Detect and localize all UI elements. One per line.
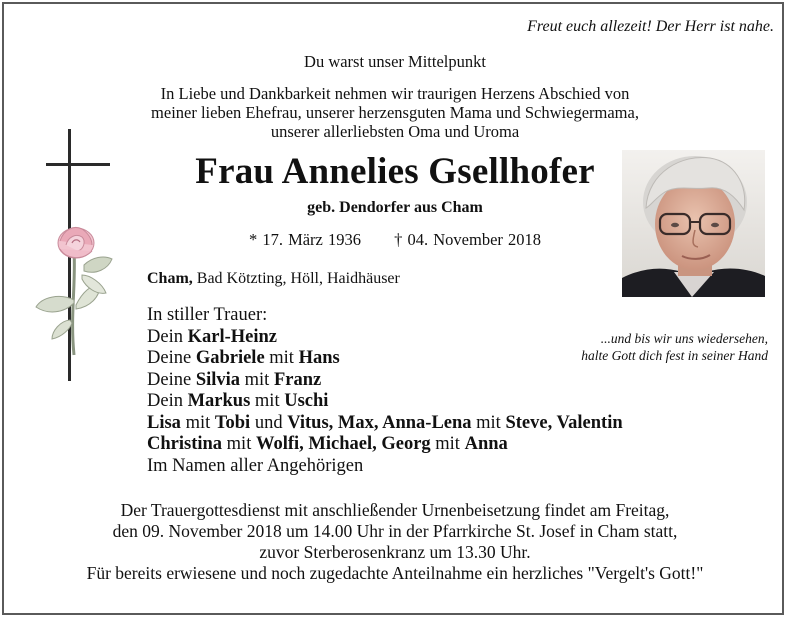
subtitle: Du warst unser Mittelpunkt [304, 52, 486, 71]
deceased-name: Frau Annelies Gsellhofer [195, 151, 595, 192]
death-date: † 04. November 2018 [394, 230, 542, 249]
mourners-heading: In stiller Trauer: [147, 305, 268, 325]
place-main: Cham, [147, 270, 193, 287]
quote-line: ...und bis wir uns wiedersehen, [600, 331, 768, 346]
places [147, 270, 400, 288]
mourner-line: Dein Karl-Heinz [147, 326, 277, 347]
motto: Freut euch allezeit! Der Herr ist nahe. [527, 18, 774, 35]
service-line: Für bereits erwiesene und noch zugedachte Anteilnahme ein herzliches "Vergelt's Gott!" [86, 563, 704, 583]
mourner-line: Dein Markus mit Uschi [147, 391, 329, 411]
quote-line: halte Gott dich fest in seiner Hand [581, 348, 768, 363]
mourner-line: Deine Silvia mit Franz [147, 369, 322, 390]
mourners-closing: Im Namen aller Angehörigen [147, 455, 364, 476]
intro-line: unserer allerliebsten Oma und Uroma [270, 122, 520, 141]
portrait-photo [622, 150, 765, 297]
birth-date: * 17. März 1936 [248, 230, 362, 249]
mourner-line: Christina mit Wolfi, Michael, Georg mit Anna [147, 434, 508, 454]
intro-line: meiner lieben Ehefrau, unserer herzensguten Mama und Schwiegermama, [151, 103, 639, 122]
service-line: zuvor Sterberosenkranz um 13.30 Uhr. [259, 542, 531, 562]
service-line: den 09. November 2018 um 14.00 Uhr in der Pfarrkirche St. Josef in Cham statt, [112, 521, 678, 541]
service-info [0, 500, 790, 584]
place-rest: Bad Kötzting, Höll, Haidhäuser [192, 270, 400, 287]
rose-leaf [84, 257, 112, 272]
mourners-list [147, 305, 623, 477]
mourner-line: Deine Gabriele mit Hans [147, 348, 340, 368]
intro-line: In Liebe und Dankbarkeit nehmen wir traurigen Herzens Abschied von [160, 84, 630, 103]
mourner-line: Lisa mit Tobi und Vitus, Max, Anna-Lena mit Steve, Valentin [147, 412, 623, 433]
birth-name: geb. Dendorfer aus Cham [307, 199, 483, 216]
service-line: Der Trauergottesdienst mit anschließender Urnenbeisetzung findet am Freitag, [120, 500, 670, 520]
farewell-quote [581, 330, 768, 364]
